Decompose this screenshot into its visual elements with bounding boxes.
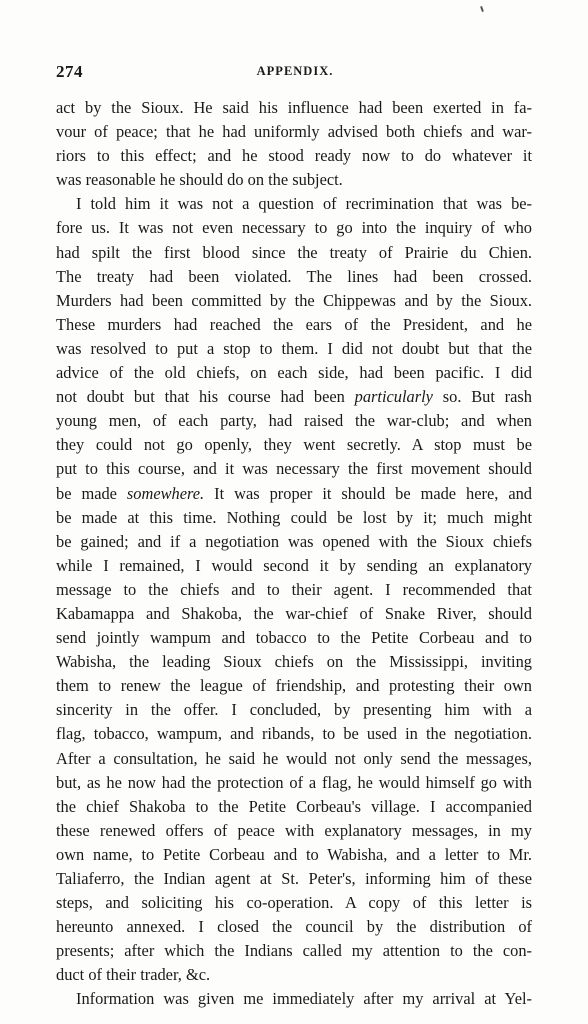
page-number: 274 bbox=[56, 62, 83, 81]
text-line: own name, to Petite Corbeau and to Wabisha, and a letter to Mr. bbox=[56, 844, 532, 864]
text-line: advice of the old chiefs, on each side, had been pacific. I did bbox=[56, 363, 532, 383]
text-line: vour of peace; that he had uniformly advised both chiefs and war- bbox=[56, 122, 532, 142]
text-line: These murders had reached the ears of the President, and he bbox=[56, 314, 532, 334]
text-line: them to renew the league of friendship, and protesting their own bbox=[56, 676, 532, 696]
text-line: be made somewhere. It was proper it should be made here, and bbox=[56, 483, 532, 503]
text-line: they could not go openly, they went secretly. A stop must be bbox=[56, 435, 532, 455]
text-line: I told him it was not a question of recrimination that was be- bbox=[76, 194, 532, 214]
body-text bbox=[56, 96, 532, 1012]
ink-speck bbox=[480, 6, 484, 12]
text-line: presents; after which the Indians called my attention to the con- bbox=[56, 941, 532, 961]
text-line: send jointly wampum and tobacco to the Petite Corbeau and to bbox=[56, 628, 532, 648]
text-line: sincerity in the offer. I concluded, by presenting him with a bbox=[56, 700, 532, 720]
text-line: fore us. It was not even necessary to go into the inquiry of who bbox=[56, 218, 532, 238]
text-line: steps, and soliciting his co-operation. A copy of this letter is bbox=[56, 893, 532, 913]
text-line: while I remained, I would second it by sending an explanatory bbox=[56, 555, 532, 575]
text-line: these renewed offers of peace with explanatory messages, in my bbox=[56, 820, 532, 840]
text-line: message to the chiefs and to their agent. I recommended that bbox=[56, 579, 532, 599]
text-line: duct of their trader, &c. bbox=[56, 965, 211, 985]
text-line: Wabisha, the leading Sioux chiefs on the Mississippi, inviting bbox=[56, 652, 532, 672]
text-line: had spilt the first blood since the treaty of Prairie du Chien. bbox=[56, 242, 532, 262]
text-line: not doubt but that his course had been particularly so. But rash bbox=[56, 387, 532, 407]
text-line: be gained; and if a negotiation was opened with the Sioux chiefs bbox=[56, 531, 532, 551]
text-line: act by the Sioux. He said his influence had been exerted in fa- bbox=[56, 98, 532, 117]
text-line: Information was given me immediately after my arrival at Yel- bbox=[76, 989, 532, 1009]
text-line: young men, of each party, had raised the war-club; and when bbox=[56, 411, 532, 431]
text-line: The treaty had been violated. The lines had been crossed. bbox=[56, 266, 532, 286]
text-line: the chief Shakoba to the Petite Corbeau's village. I accompanied bbox=[56, 796, 532, 816]
text-line: be made at this time. Nothing could be lost by it; much might bbox=[56, 507, 532, 527]
text-line: flag, tobacco, wampum, and ribands, to be used in the negotiation. bbox=[56, 724, 532, 744]
text-line: hereunto annexed. I closed the council by the distribution of bbox=[56, 917, 532, 937]
text-line: After a consultation, he said he would not only send the messages, bbox=[56, 748, 532, 768]
text-line: put to this course, and it was necessary the first movement should bbox=[56, 459, 532, 479]
page-header bbox=[56, 62, 534, 86]
text-line: but, as he now had the protection of a flag, he would himself go with bbox=[56, 772, 532, 792]
text-line: was resolved to put a stop to them. I did not doubt but that the bbox=[56, 338, 532, 358]
running-head: APPENDIX. bbox=[256, 64, 334, 78]
text-line: Murders had been committed by the Chippewas and by the Sioux. bbox=[56, 290, 532, 310]
text-line: riors to this effect; and he stood ready now to do whatever it bbox=[56, 146, 532, 166]
text-line: Kabamappa and Shakoba, the war-chief of Snake River, should bbox=[56, 603, 532, 623]
text-line: Taliaferro, the Indian agent at St. Peter's, informing him of these bbox=[56, 869, 532, 888]
text-line: was reasonable he should do on the subject. bbox=[56, 170, 343, 190]
